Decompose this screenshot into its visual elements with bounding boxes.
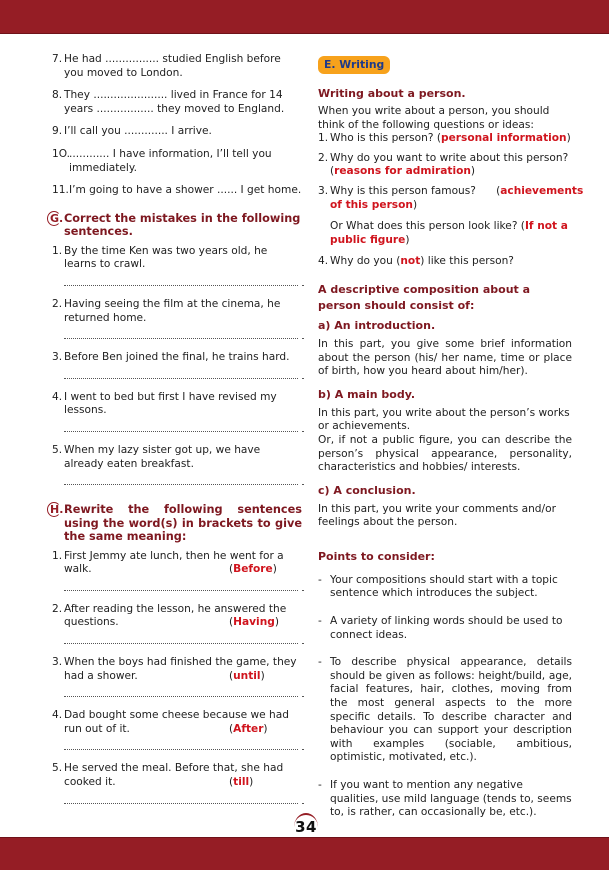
item-number: 5. [52,762,63,775]
bracket-hint: (Before) [229,563,277,576]
item-text: They ...................... lived in France for 14 years ................. they moved to England. [64,89,285,115]
item-text: Having seeing the film at the cinema, he returned home. [64,297,281,324]
item-text: First Jemmy ate lunch, then he went for a [64,549,284,562]
page-number [286,812,326,836]
item-text: Before Ben joined the final, he trains hard. [64,351,290,364]
item-text: By the time Ken was two years old, he learns to crawl. [64,244,268,271]
fill-item [52,125,302,139]
answer-line[interactable] [64,338,298,339]
answer-line[interactable] [64,285,298,286]
answer-line[interactable] [64,749,298,750]
left-column [52,53,302,816]
item-number: 2. [52,297,63,310]
question-item: 3. Why is this person famous? (achievements of this person) [318,184,584,211]
item-number: 3. [52,351,63,364]
answer-line[interactable] [64,643,298,644]
correct-item [52,351,302,365]
bracket-hint: (till) [229,775,254,788]
fill-item [52,53,302,80]
answer-line[interactable] [64,696,298,697]
item-text: I’m going to have a shower ...... I get home. [69,184,302,197]
item-number: 8. [52,89,63,102]
part-title: c) A conclusion. [318,483,416,497]
item-text: walk. [64,563,92,576]
part-text: Or, if not a public figure, you can describe the person’s physical appearance, personality, characteristics and hobbies/ interests. [318,433,572,474]
item-text: Dad bought some cheese because we had [64,709,289,722]
question-item: 4. Why do you (not) like this person? [318,255,514,268]
fill-item [52,184,302,198]
item-text: ............ I have information, I’ll tell you immediately. [69,147,272,174]
part-title: a) An introduction. [318,318,436,332]
item-text: questions. [64,616,119,629]
fill-item [52,148,302,175]
fill-item [52,89,302,116]
section-g-title: Correct the mistakes in the following sentences. [64,211,301,239]
item-number: 2. [52,602,63,615]
header-band [0,0,609,34]
part-text: In this part, you give some brief information about the person (his/ her name, time or place of birth, how you heard about him/her). [318,337,572,378]
item-number: 4. [52,709,63,722]
rewrite-item [52,762,302,789]
rewrite-item [52,603,302,630]
points-heading: Points to consider: [318,549,435,563]
correct-item [52,245,302,272]
item-text: When the boys had finished the game, they [64,655,297,668]
item-number: 5. [52,443,63,456]
answer-line[interactable] [64,803,298,804]
section-h-heading [52,503,302,544]
item-number: 1. [52,244,63,257]
section-h-letter-icon: H. [47,502,63,518]
section-badge: E. Writing [318,56,390,74]
point-item: - If you want to mention any negative qualities, use mild language (tends to, seems to, is rather, can occasionally be, etc.). [318,779,572,819]
intro-text: When you write about a person, you should think of the following questions or ideas: [318,105,550,131]
item-number: 1. [52,549,63,562]
section-g-heading [52,212,302,239]
rewrite-item [52,709,302,736]
answer-line[interactable] [64,590,298,591]
item-number: 9. [52,125,63,138]
composition-heading: A descriptive composition about a person should consist of: [318,282,531,312]
part-text: In this part, you write your comments and/or feelings about the person. [318,502,556,529]
bracket-hint: (Having) [229,616,279,629]
bracket-hint: (After) [229,722,268,735]
item-number: 7. [52,53,63,65]
point-item: - To describe physical appearance, details should be given as follows: height/build, age, facial features, hair, clothes, moving from the most general aspects to the more specific details. To describe character and behaviour you can support your description with examples (sociable, ambitious, optimistic, motivated, etc.). [318,656,572,764]
item-text: He served the meal. Before that, she had [64,762,284,775]
answer-line[interactable] [64,431,298,432]
point-item: - A variety of linking words should be used to connect ideas. [318,615,563,641]
item-text: cooked it. [64,775,116,788]
question-item: 1. Who is this person? (personal information) [318,132,571,145]
writing-heading: Writing about a person. [318,87,466,100]
item-text: had a shower. [64,669,138,682]
item-number: 11. [52,184,69,197]
question-item: 2. Why do you want to write about this person? (reasons for admiration) [318,151,569,178]
correct-item [52,298,302,325]
answer-line[interactable] [64,484,298,485]
item-text: I went to bed but first I have revised my lessons. [64,390,277,417]
bracket-hint: (until) [229,669,265,682]
right-column [318,56,584,834]
answer-line[interactable] [64,378,298,379]
item-text: When my lazy sister got up, we have already eaten breakfast. [64,443,261,470]
item-text: After reading the lesson, he answered the [64,602,287,615]
item-text: He had ................ studied English before you moved to London. [64,53,281,79]
footer-band [0,837,609,870]
item-number: 1O. [52,147,71,160]
section-g-letter-icon: G. [47,211,63,227]
correct-item [52,391,302,418]
item-number: 3. [52,655,63,668]
point-item: - Your compositions should start with a topic sentence which introduces the subject. [318,573,558,600]
question-or-line: Or What does this person look like? (If not a public figure) [330,220,568,246]
item-text: I’ll call you ............. I arrive. [64,125,212,138]
item-text: run out of it. [64,722,130,735]
item-number: 4. [52,390,63,403]
section-h-title: Rewrite the following sentences using the word(s) in brackets to give the same meaning: [64,503,302,544]
correct-item [52,444,302,471]
part-text: In this part, you write about the person’s works or achievements. [318,406,570,433]
rewrite-item [52,550,302,577]
page-number-text: 34 [295,818,317,836]
part-title: b) A main body. [318,387,416,401]
rewrite-item [52,656,302,683]
